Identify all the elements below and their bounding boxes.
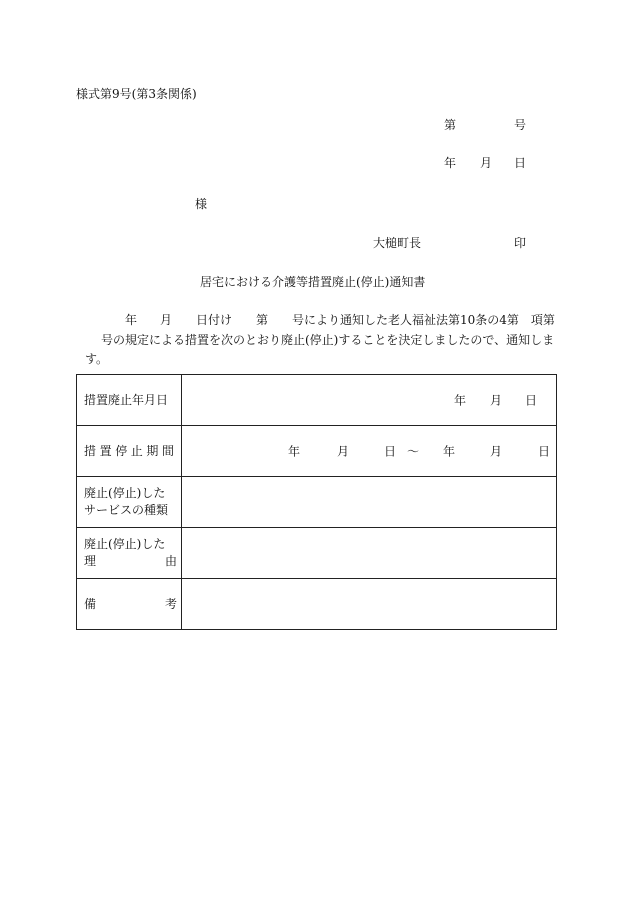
label-suspension-period: 措 置 停 止 期 間 [77,426,182,477]
issuer-name: 大槌町長 [373,236,422,250]
label-remarks: 備 考 [77,579,182,630]
body-line3: す。 [85,352,109,366]
body-dai: 第 [256,313,269,327]
body-dated: 日付け [196,313,233,327]
from-year: 年 [288,444,301,459]
number-prefix: 第 [444,118,457,132]
to-day: 日 [538,444,551,459]
suspension-period-cell [182,426,557,477]
table-row [77,426,557,477]
to-month: 月 [490,444,503,459]
label-service-type: 廃止(停止)した サービスの種類 [77,477,182,528]
table-row [77,579,557,630]
from-day: 日 [384,444,397,459]
table-row [77,528,557,579]
abolition-date-cell [182,375,557,426]
form-number: 様式第9号(第3条関係) [76,87,197,101]
issue-date-month: 月 [480,156,493,170]
issue-date-year: 年 [444,156,457,170]
abolition-year: 年 [454,393,467,408]
remarks-cell [182,579,557,630]
to-year: 年 [443,444,456,459]
abolition-day: 日 [525,393,538,408]
reason-cell [182,528,557,579]
label-reason: 廃止(停止)した 理 由 [77,528,182,579]
body-line2: 号の規定による措置を次のとおり廃止(停止)することを決定しましたので、通知しま [101,333,555,347]
document-title: 居宅における介護等措置廃止(停止)通知書 [200,275,426,289]
body-line1-text: 号により通知した老人福祉法第10条の4第 項第 [292,313,555,327]
from-month: 月 [337,444,350,459]
service-type-cell [182,477,557,528]
label-abolition-date: 措置廃止年月日 [77,375,182,426]
period-tilde: ～ [407,444,420,459]
number-suffix: 号 [513,118,526,132]
table-row [77,477,557,528]
body-month: 月 [160,313,173,327]
notice-table [76,374,557,630]
document-number [444,118,526,132]
issue-date-day: 日 [514,156,527,170]
seal-mark: 印 [514,236,527,250]
abolition-month: 月 [490,393,503,408]
body-year: 年 [125,313,138,327]
addressee-suffix: 様 [195,197,208,211]
table-row [77,375,557,426]
